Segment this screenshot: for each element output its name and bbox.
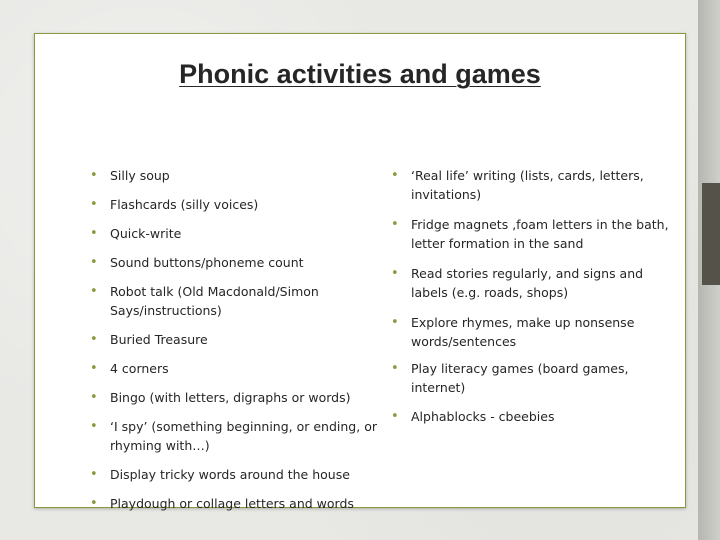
- list-item-text: Quick-write: [110, 226, 182, 241]
- bullet-icon: •: [90, 332, 98, 347]
- list-item-text: Play literacy games (board games, internet): [411, 361, 629, 395]
- list-item-text: Playdough or collage letters and words: [110, 496, 354, 511]
- bullet-icon: •: [391, 266, 399, 281]
- slide-card: [34, 33, 686, 511]
- list-item: [391, 360, 683, 397]
- side-accent-bar: [702, 183, 720, 285]
- list-item-text: ‘I spy’ (something beginning, or ending, or rhyming with…): [110, 419, 377, 453]
- bullet-icon: •: [391, 168, 399, 183]
- list-item-text: Alphablocks - cbeebies: [411, 409, 555, 424]
- bullet-icon: •: [391, 409, 399, 424]
- list-item: [391, 167, 683, 204]
- list-item-text: Buried Treasure: [110, 332, 208, 347]
- list-item: [391, 314, 683, 351]
- list-item-text: Fridge magnets ,foam letters in the bath, letter formation in the sand: [411, 217, 669, 251]
- list-item-text: Display tricky words around the house: [110, 467, 350, 482]
- list-item: [90, 283, 335, 320]
- bullet-icon: •: [90, 419, 98, 434]
- bullet-icon: •: [90, 197, 98, 212]
- list-item-text: Bingo (with letters, digraphs or words): [110, 390, 351, 405]
- list-item: [391, 408, 683, 427]
- list-item: [90, 225, 385, 244]
- list-item: [391, 216, 683, 253]
- bullet-icon: •: [90, 255, 98, 270]
- bullet-icon: •: [90, 390, 98, 405]
- list-item-text: Sound buttons/phoneme count: [110, 255, 304, 270]
- list-item-text: ‘Real life’ writing (lists, cards, letters, invitations): [411, 168, 644, 202]
- list-item: [90, 331, 385, 350]
- list-item: [391, 265, 683, 302]
- list-item-text: Read stories regularly, and signs and labels (e.g. roads, shops): [411, 266, 644, 300]
- bullet-icon: •: [90, 361, 98, 376]
- list-item: [90, 254, 385, 273]
- bullet-icon: •: [90, 226, 98, 241]
- list-item: [90, 196, 385, 215]
- list-item-text: 4 corners: [110, 361, 169, 376]
- slide-title: Phonic activities and games: [179, 59, 541, 89]
- bullet-icon: •: [90, 284, 98, 299]
- list-item: [90, 389, 385, 408]
- list-item: [90, 167, 385, 186]
- bullet-icon: •: [391, 217, 399, 232]
- list-item: [90, 495, 385, 514]
- list-item: [90, 466, 385, 485]
- bullet-icon: •: [90, 467, 98, 482]
- bullet-icon: •: [391, 361, 399, 376]
- bullet-icon: •: [391, 315, 399, 330]
- list-item-text: Flashcards (silly voices): [110, 197, 259, 212]
- list-item: [90, 360, 385, 379]
- list-item-text: Robot talk (Old Macdonald/Simon Says/instructions): [110, 284, 319, 318]
- list-item: [90, 418, 385, 455]
- list-item-text: Explore rhymes, make up nonsense words/sentences: [411, 315, 635, 349]
- list-item-text: Silly soup: [110, 168, 170, 183]
- bullet-icon: •: [90, 168, 98, 183]
- bullet-icon: •: [90, 496, 98, 511]
